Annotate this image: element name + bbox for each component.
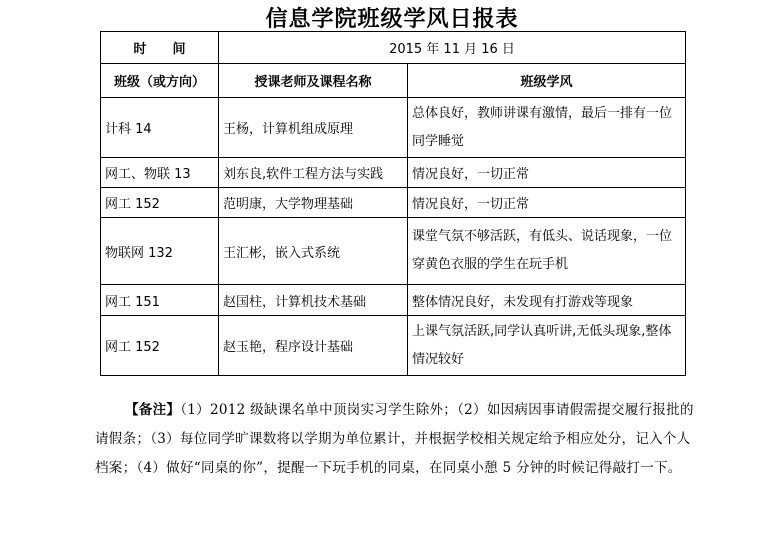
class-cell: 网工 151 — [101, 285, 219, 316]
class-style-cell: 情况良好，一切正常 — [408, 158, 686, 188]
teacher-course-cell: 范明康，大学物理基础 — [219, 188, 408, 218]
class-cell: 网工 152 — [101, 188, 219, 218]
notes-section — [95, 396, 695, 483]
notes-label: 【备注】 — [125, 402, 181, 418]
teacher-course-cell: 刘东良,软件工程方法与实践 — [219, 158, 408, 188]
notes-paragraph — [95, 396, 695, 483]
report-date: 2015 年 11 月 16 日 — [219, 32, 686, 64]
table-row — [101, 285, 686, 316]
class-style-cell: 上课气氛活跃,同学认真听讲,无低头现象,整体情况较好 — [408, 316, 686, 376]
class-cell: 物联网 132 — [101, 218, 219, 285]
date-row — [101, 32, 686, 64]
class-cell: 网工、物联 13 — [101, 158, 219, 188]
table-row — [101, 158, 686, 188]
col-header-class: 班级（或方向） — [101, 64, 219, 98]
teacher-course-cell: 王汇彬，嵌入式系统 — [219, 218, 408, 285]
notes-text: （1）2012 级缺课名单中顶岗实习学生除外；（2）如因病因事请假需提交履行报批的请假条；（3）每位同学旷课数将以学期为单位累计，并根据学校相关规定给予相应处分，记入个人档案；（4）做好“同桌的你”，提醒一下玩手机的同桌，在同桌小憩 5 分钟的时候记得敲打一下。 — [95, 402, 694, 476]
teacher-course-cell: 王杨，计算机组成原理 — [219, 98, 408, 158]
teacher-course-cell: 赵国柱，计算机技术基础 — [219, 285, 408, 316]
col-header-style: 班级学风 — [408, 64, 686, 98]
table-row — [101, 188, 686, 218]
class-style-cell: 课堂气氛不够活跃，有低头、说话现象，一位穿黄色衣服的学生在玩手机 — [408, 218, 686, 285]
report-table — [100, 31, 686, 376]
class-style-cell: 总体良好，教师讲课有激情，最后一排有一位同学睡觉 — [408, 98, 686, 158]
table-row — [101, 218, 686, 285]
time-label: 时 间 — [101, 32, 219, 64]
class-cell: 网工 152 — [101, 316, 219, 376]
table-row — [101, 316, 686, 376]
teacher-course-cell: 赵玉艳，程序设计基础 — [219, 316, 408, 376]
page-title: 信息学院班级学风日报表 — [265, 7, 519, 32]
class-style-cell: 情况良好，一切正常 — [408, 188, 686, 218]
table-row — [101, 98, 686, 158]
header-row — [101, 64, 686, 98]
col-header-teacher: 授课老师及课程名称 — [219, 64, 408, 98]
class-style-cell: 整体情况良好，未发现有打游戏等现象 — [408, 285, 686, 316]
class-cell: 计科 14 — [101, 98, 219, 158]
